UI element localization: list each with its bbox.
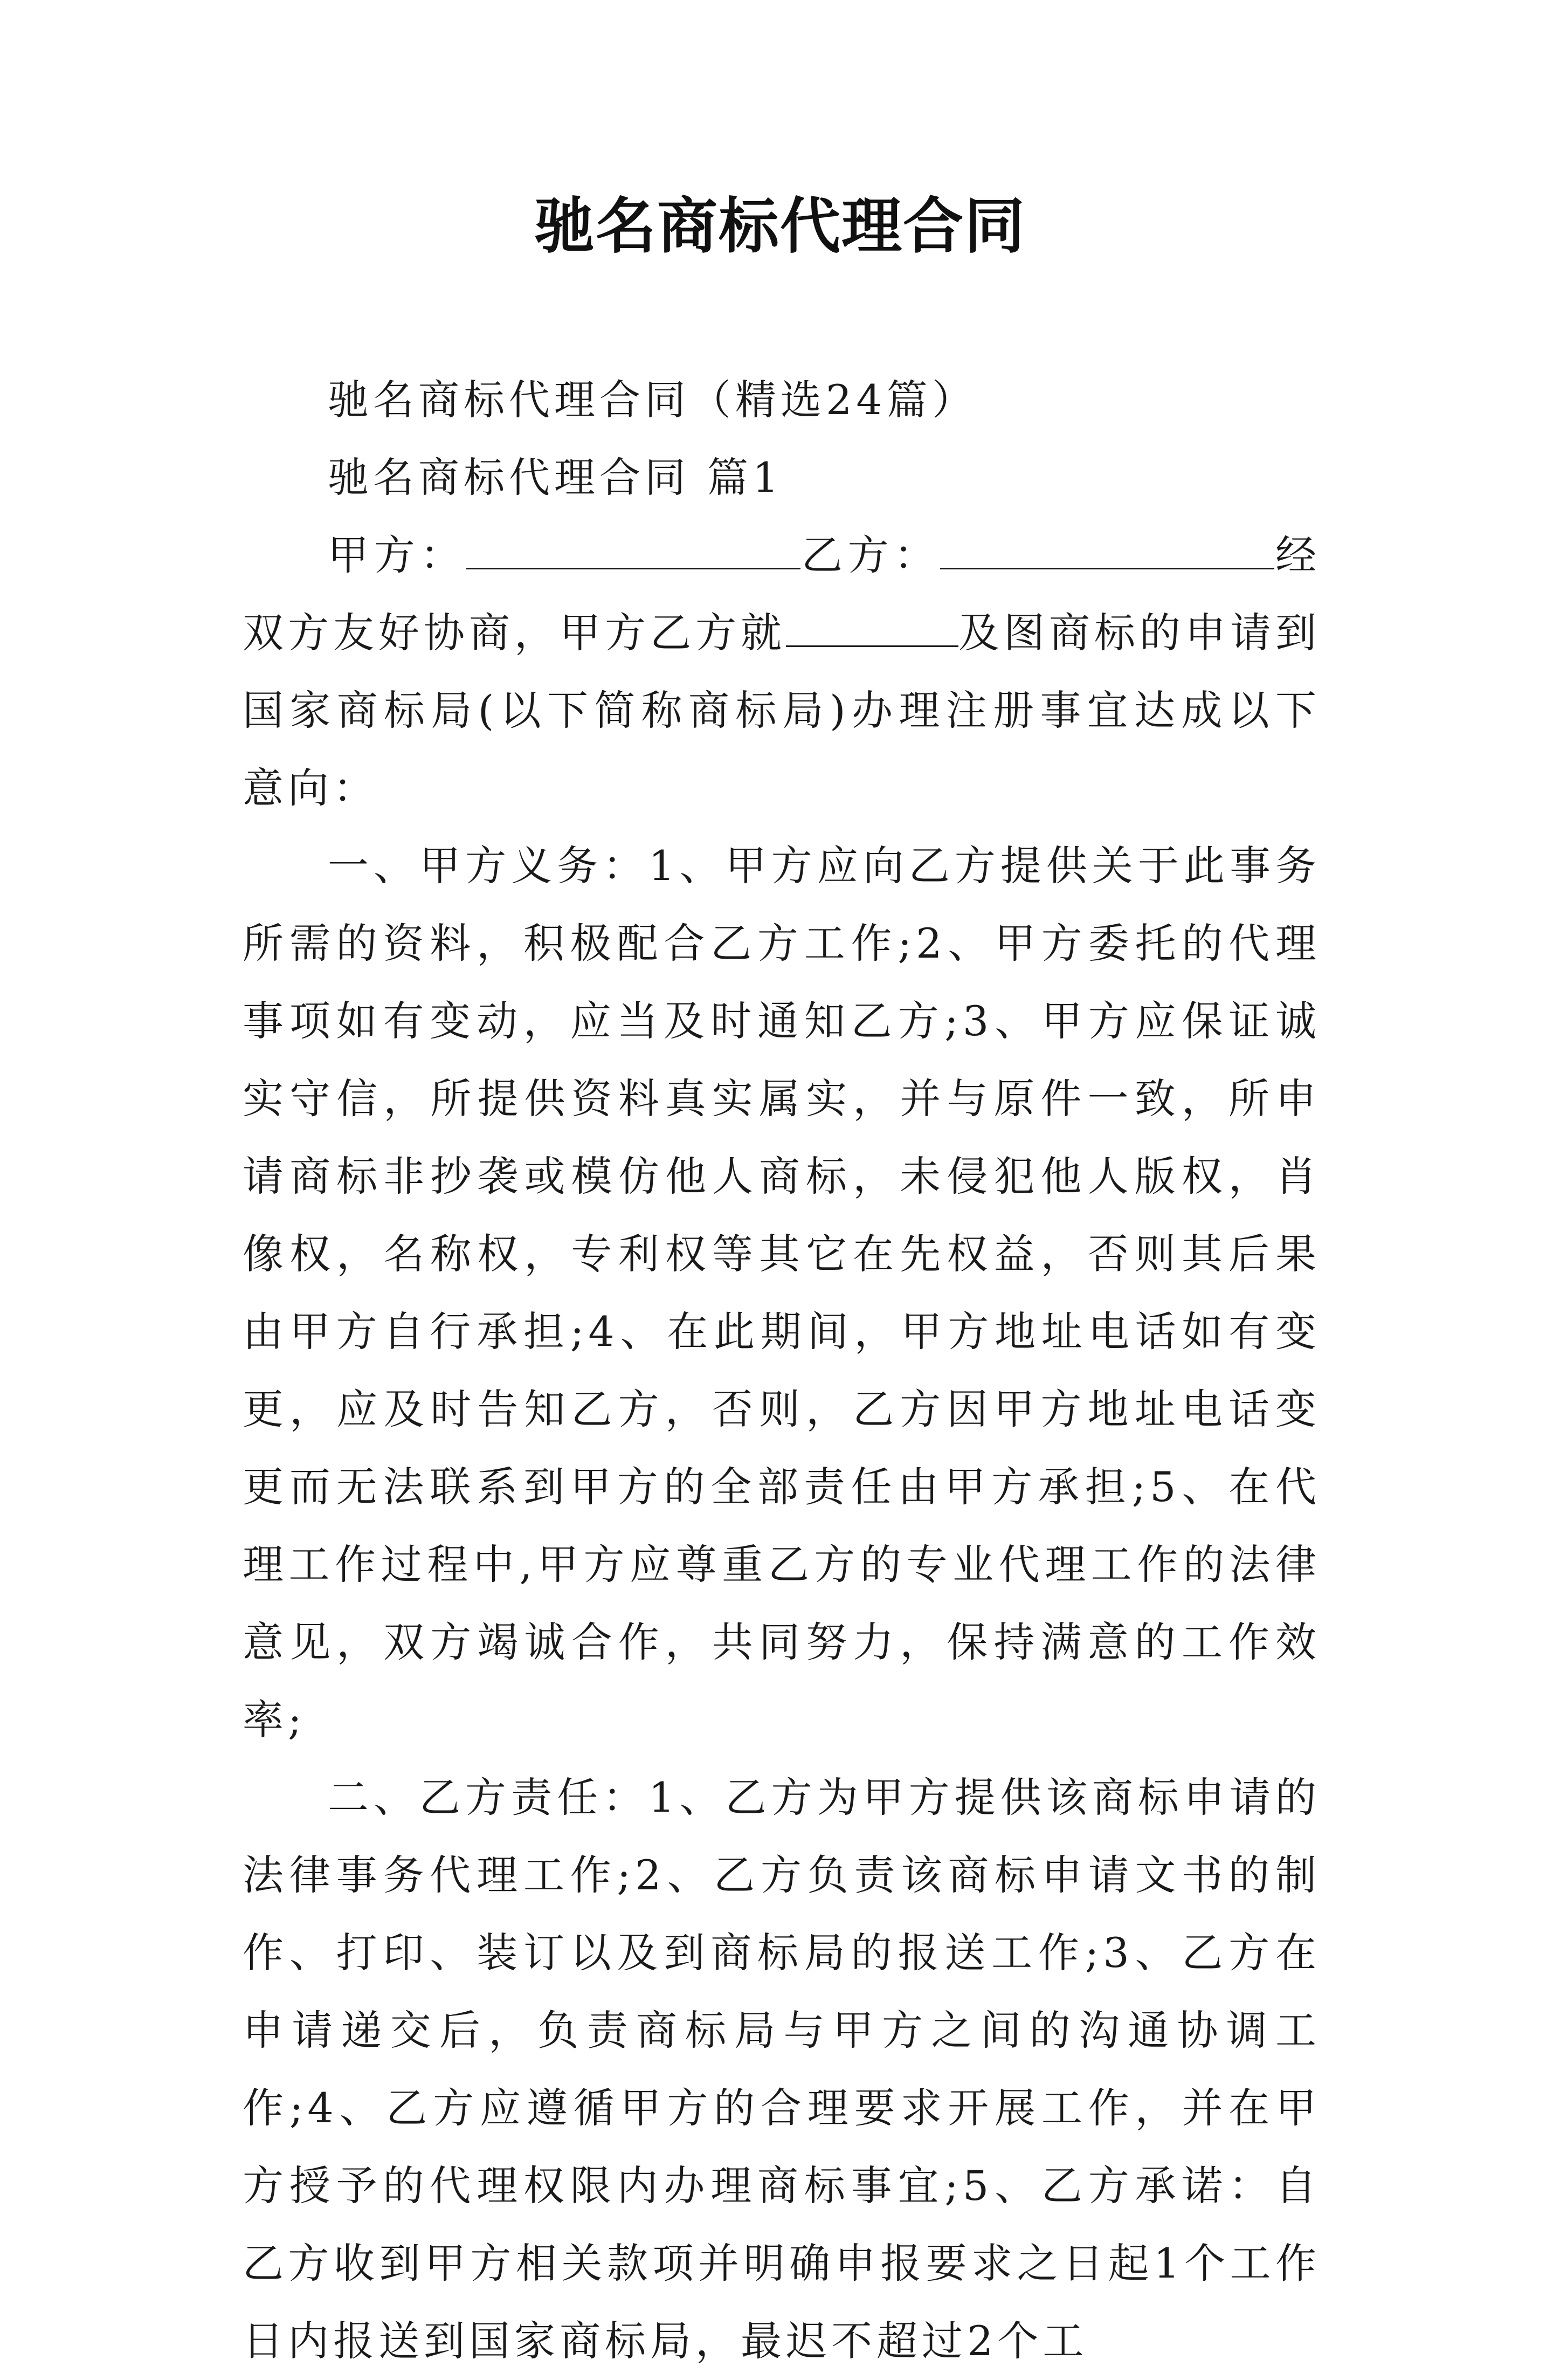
document-title: 驰名商标代理合同 [534,191,1026,262]
party-a-blank [466,533,800,569]
trademark-blank [786,611,958,647]
parties-text-2: 及图商标的申请到国家商标局(以下简称商标局)办理注册事宜达成以下意向： [243,609,1321,812]
section-heading: 驰名商标代理合同 篇1 [328,453,783,501]
parties-text: 经双方友好协商，甲方乙方就 [243,531,1321,657]
clause-party-b-responsibilities: 二、乙方责任：1、乙方为甲方提供该商标申请的法律事务代理工作;2、乙方负责该商标申请文书的制作、打印、装订以及到商标局的报送工作;3、乙方在申请递交后，负责商标局与甲方之间的沟通协调工作;4、乙方应遵循甲方的合理要求开展工作，并在甲方授予的代理权限内办理商标事宜;5、乙方承诺：自乙方收到甲方相关款项并明确申报要求之日起1个工作日内报送到国家商标局，最迟不超过2个工 [243,1773,1321,2365]
document-body [243,361,1321,2380]
parties-paragraph [243,517,1321,827]
party-b-blank [940,533,1274,569]
clause-party-a-obligations: 一、甲方义务：1、甲方应向乙方提供关于此事务所需的资料，积极配合乙方工作;2、甲方委托的代理事项如有变动，应当及时通知乙方;3、甲方应保证诚实守信，所提供资料真实属实，并与原件一致，所申请商标非抄袭或模仿他人商标，未侵犯他人版权，肖像权，名称权，专利权等其它在先权益，否则其后果由甲方自行承担;4、在此期间，甲方地址电话如有变更，应及时告知乙方，否则，乙方因甲方地址电话变更而无法联系到甲方的全部责任由甲方承担;5、在代理工作过程中,甲方应尊重乙方的专业代理工作的法律意见，双方竭诚合作，共同努力，保持满意的工作效率; [243,842,1321,1744]
party-b-label: 乙方： [800,531,941,579]
document-subtitle: 驰名商标代理合同（精选24篇） [328,376,977,424]
party-a-label: 甲方： [328,531,467,579]
